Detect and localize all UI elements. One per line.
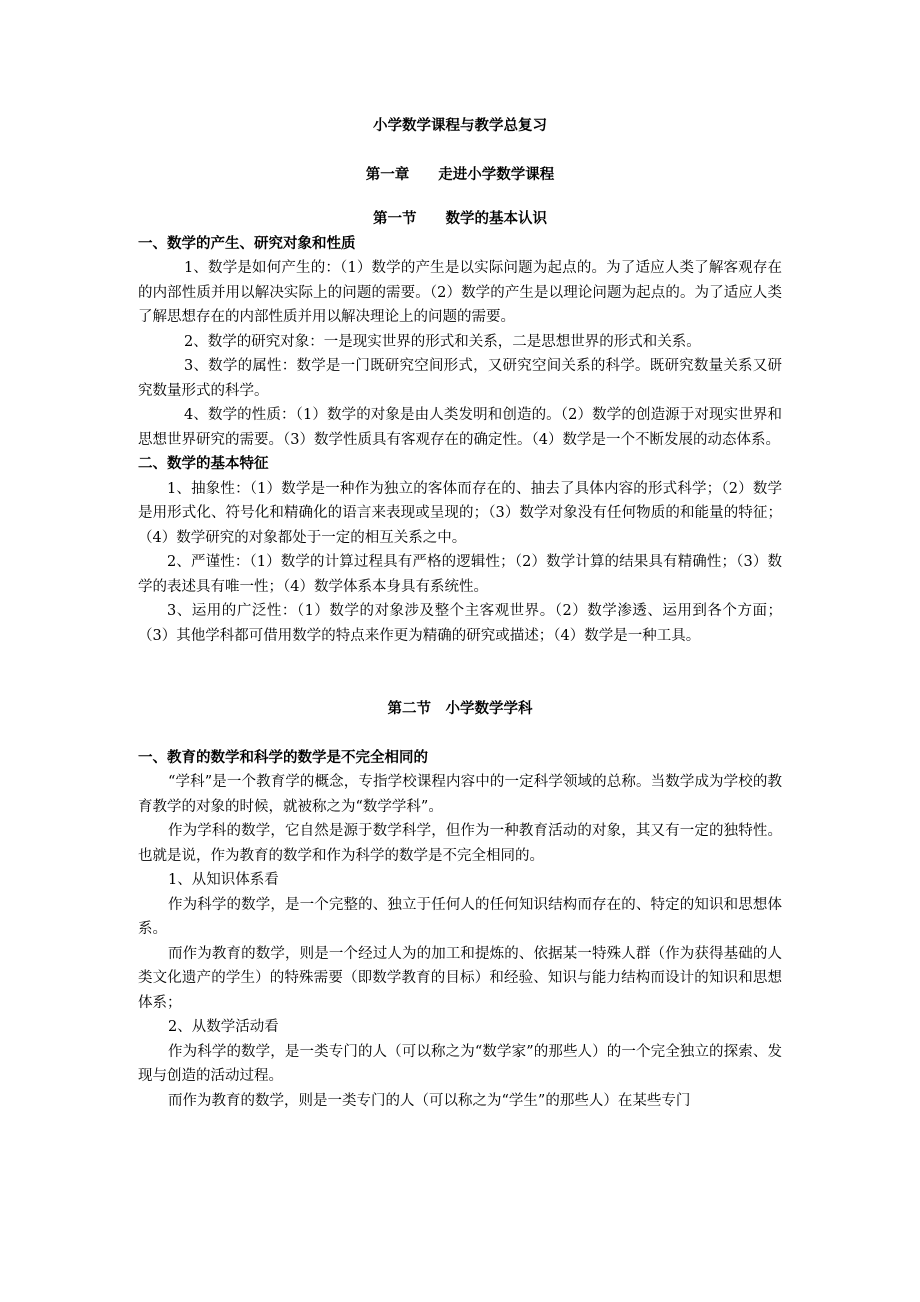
paragraph: “学科”是一个教育学的概念，专指学校课程内容中的一定科学领域的总称。当数学成为学校的教育教学的对象的时候，就被称之为“数学学科”。	[138, 774, 782, 815]
paragraph: 1、抽象性：（1）数学是一种作为独立的客体而存在的、抽去了具体内容的形式科学；（2）数学是用形式化、符号化和精确化的语言来表现或呈现的；（3）数学对象没有任何物质的和能量的特征；（4）数学研究的对象都处于一定的相互关系之中。	[138, 480, 782, 546]
paragraph: 而作为教育的数学，则是一个经过人为的加工和提炼的、依据某一特殊人群（作为获得基础的人类文化遗产的学生）的特殊需要（即数学教育的目标）和经验、知识与能力结构而设计的知识和思想体系；	[138, 945, 782, 1011]
paragraph: 4、数学的性质：（1）数学的对象是由人类发明和创造的。（2）数学的创造源于对现实世界和思想世界研究的需要。（3）数学性质具有客观存在的确定性。（4）数学是一个不断发展的动态体系。	[138, 407, 782, 448]
paragraph: 3、运用的广泛性：（1）数学的对象涉及整个主客观世界。（2）数学渗透、运用到各个方面；（3）其他学科都可借用数学的特点来作更为精确的研究或描述；（4）数学是一种工具。	[138, 603, 782, 644]
paragraph: 作为科学的数学，是一个完整的、独立于任何人的任何知识结构而存在的、特定的知识和思想体系。	[138, 896, 782, 937]
paragraph: 作为学科的数学，它自然是源于数学科学，但作为一种教育活动的对象，其又有一定的独特性。也就是说，作为教育的数学和作为科学的数学是不完全相同的。	[138, 823, 782, 864]
section-1-title: 第一节 数学的基本认识	[373, 210, 547, 227]
paragraph: 2、严谨性：（1）数学的计算过程具有严格的逻辑性；（2）数学计算的结果具有精确性；（3）数学的表述具有唯一性；（4）数学体系本身具有系统性。	[138, 554, 782, 595]
paragraph: 1、数学是如何产生的：（1）数学的产生是以实际问题为起点的。为了适应人类了解客观存在的内部性质并用以解决实际上的问题的需要。（2）数学的产生是以理论问题为起点的。为了适应人类了解思想存在的内部性质并用以解决理论上的问题的需要。	[138, 260, 782, 325]
document-page	[138, 110, 782, 1113]
paragraph: 3、数学的属性：数学是一门既研究空间形式，又研究空间关系的科学。既研究数量关系又研究数量形式的科学。	[138, 358, 782, 399]
section-1-heading-2: 二、数学的基本特征	[138, 455, 269, 472]
subheading: 2、从数学活动看	[168, 1019, 279, 1035]
section-1-heading-1: 一、数学的产生、研究对象和性质	[138, 234, 356, 252]
section-2-title: 第二节 小学数学学科	[387, 700, 533, 717]
subheading: 1、从知识体系看	[168, 872, 279, 888]
paragraph: 2、数学的研究对象：一是现实世界的形式和关系，二是思想世界的形式和关系。	[184, 333, 701, 350]
paragraph: 作为科学的数学，是一类专门的人（可以称之为“数学家”的那些人）的一个完全独立的探索、发现与创造的活动过程。	[138, 1043, 782, 1084]
section-2-heading-1: 一、教育的数学和科学的数学是不完全相同的	[138, 748, 428, 766]
document-title: 小学数学课程与教学总复习	[373, 117, 547, 134]
paragraph: 而作为教育的数学，则是一类专门的人（可以称之为“学生”的那些人）在某些专门	[168, 1092, 691, 1109]
chapter-title: 第一章 走进小学数学课程	[365, 165, 555, 183]
